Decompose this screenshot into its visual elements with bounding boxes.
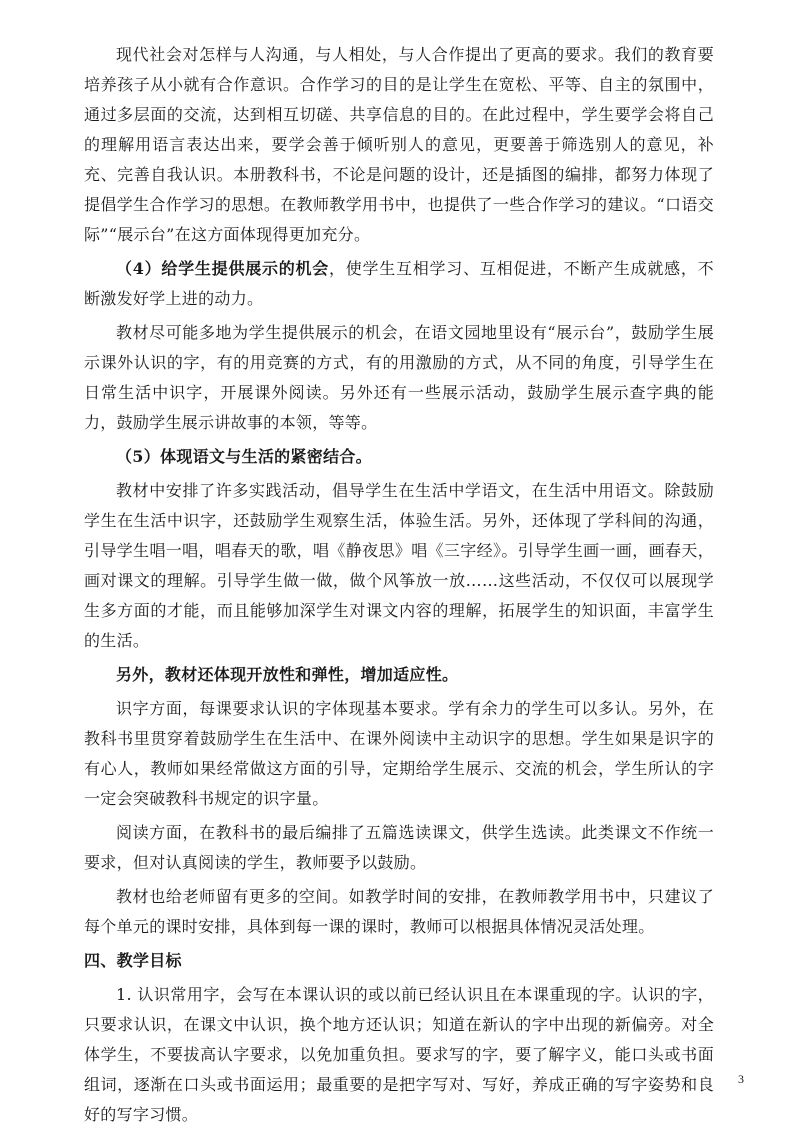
paragraph-cooperation: 现代社会对怎样与人沟通，与人相处，与人合作提出了更高的要求。我们的教育要培养孩子从小就有合作意识。合作学习的目的是让学生在宽松、平等、自主的氛围中，通过多层面的交流，达到相互切磋、共享信息的目的。在此过程中，学生要学会将自己的理解用语言表达出来，要学会善于倾听别人的意见，更要善于筛选别人的意见，补充、完善自我认识。本册教科书，不论是问题的设计，还是插图的编排，都努力体现了提倡学生合作学习的思想。在教师教学用书中，也提供了一些合作学习的建议。“口语交际”“展示台”在这方面体现得更加充分。	[84, 45, 714, 244]
openness-heading: 另外，教材还体现开放性和弹性，增加适应性。	[116, 665, 459, 684]
point-4-lead: （4）给学生提供展示的机会	[116, 259, 329, 278]
section-heading-teaching-goals: 四、教学目标	[84, 951, 182, 970]
paragraph-point-4	[84, 254, 714, 314]
paragraph-literacy: 识字方面，每课要求认识的字体现基本要求。学有余力的学生可以多认。另外，在教科书里贯穿着鼓励学生在生活中、在课外阅读中主动识字的思想。学生如果是识字的有心人，教师如果经常做这方面的引导，定期给学生展示、交流的机会，学生所认的字一定会突破教科书规定的识字量。	[84, 699, 714, 808]
paragraph-goal-1: 1. 认识常用字，会写在本课认识的或以前已经认识且在本课重现的字。认识的字，只要求认识，在课文中认识，换个地方还认识；知道在新认的字中出现的新偏旁。对全体学生，不要拔高认字要求，以免加重负担。要求写的字，要了解字义，能口头或书面组词，逐渐在口头或书面运用；最重要的是把字写对、写好，养成正确的写字姿势和良好的写字习惯。	[84, 985, 714, 1124]
paragraph-reading: 阅读方面，在教科书的最后编排了五篇选读课文，供学生选读。此类课文不作统一要求，但对认真阅读的学生，教师要予以鼓励。	[84, 823, 714, 872]
point-5-heading: （5）体现语文与生活的紧密结合。	[116, 447, 372, 466]
page-number: 3	[738, 1072, 744, 1086]
paragraph-teacher-space: 教材也给老师留有更多的空间。如教学时间的安排，在教师教学用书中，只建议了每个单元的课时安排，具体到每一课的课时，教师可以根据具体情况灵活处理。	[84, 887, 714, 936]
paragraph-showcase: 教材尽可能多地为学生提供展示的机会，在语文园地里设有“展示台”，鼓励学生展示课外认识的字，有的用竞赛的方式，有的用激励的方式，从不同的角度，引导学生在日常生活中识字，开展课外阅读。另外还有一些展示活动，鼓励学生展示查字典的能力，鼓励学生展示讲故事的本领，等等。	[84, 323, 714, 432]
document-page	[84, 40, 714, 1130]
point-4-text: ，使学生互相学习、互相促进，不断产生成就感，不断激发好学上进的动力。	[84, 259, 714, 308]
paragraph-life-connection: 教材中安排了许多实践活动，倡导学生在生活中学语文，在生活中用语文。除鼓励学生在生活中识字，还鼓励学生观察生活，体验生活。另外，还体现了学科间的沟通，引导学生唱一唱，唱春天的歌，唱《静夜思》唱《三字经》。引导学生画一画，画春天，画对课文的理解。引导学生做一做，做个风筝放一放……这些活动，不仅仅可以展现学生多方面的才能，而且能够加深学生对课文内容的理解，拓展学生的知识面，丰富学生的生活。	[84, 481, 714, 650]
